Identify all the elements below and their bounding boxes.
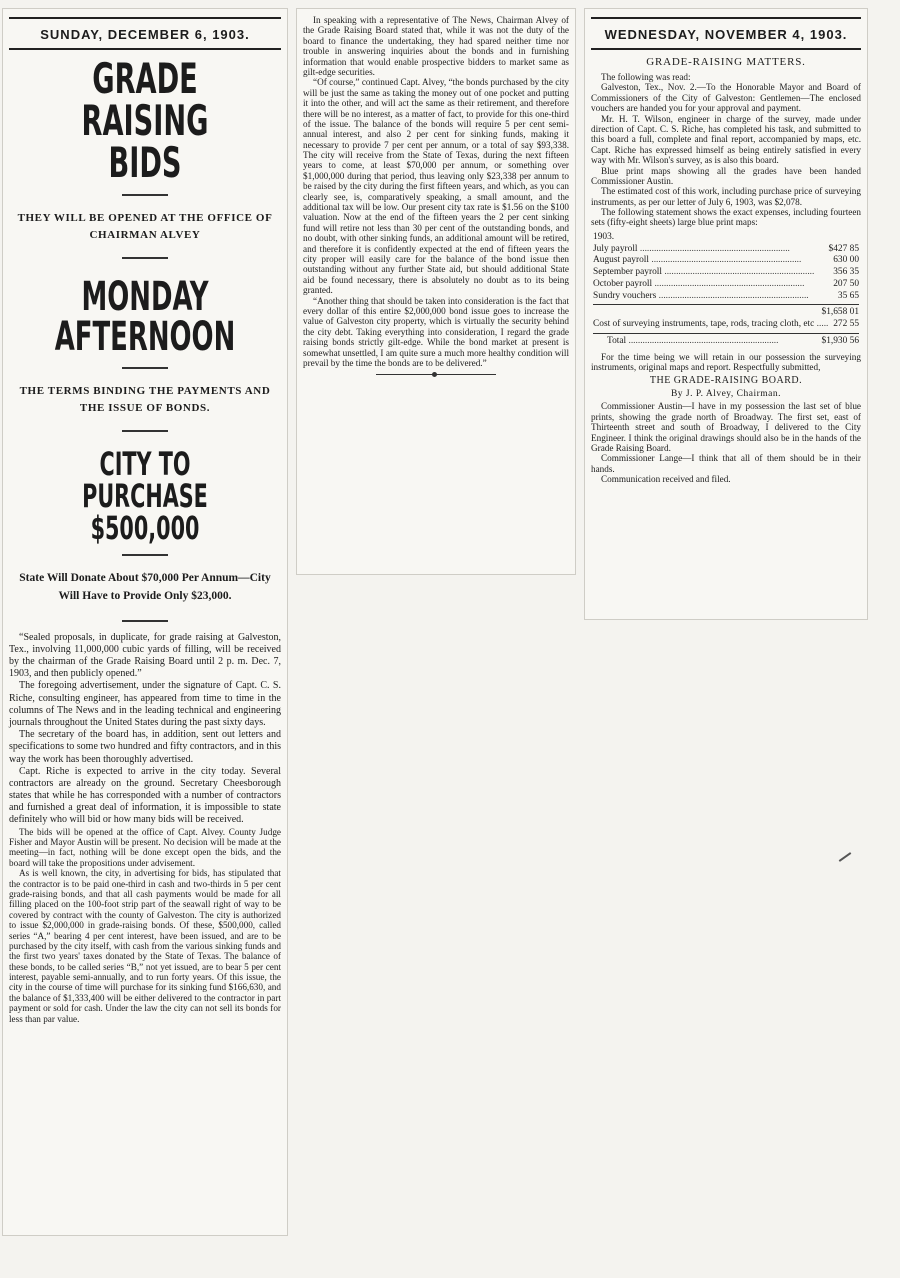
- clipping-november-4: [584, 8, 868, 620]
- paragraph: Mr. H. T. Wilson, engineer in charge of the survey, made under direction of Capt. C. S. Riche, has completed his task, and submitted to this board a full, complete and final report, accompanied by maps, etc. Capt. Riche has expressed himself as being entirely satisfied in every way with Mr. Wilson's survey, as is also this board.: [591, 113, 861, 166]
- paragraph: The following was read:: [601, 72, 691, 82]
- ledger-row: August payroll ..... 630 00: [593, 255, 859, 267]
- paragraph: The secretary of the board has, in addition, sent out letters and specifications to some two hundred and fifty contractors, and in this way the work has been thoroughly advertised.: [9, 729, 281, 765]
- subheading-terms-binding: THE TERMS BINDING THE PAYMENTS AND THE ISSUE OF BONDS.: [19, 385, 271, 414]
- paragraph: Blue print maps showing all the grades have been handed Commissioner Austin.: [591, 165, 861, 186]
- ledger-row: October payroll ..... 207 50: [593, 279, 859, 291]
- subheading-opened-at-office: THEY WILL BE OPENED AT THE OFFICE OF CHAIRMAN ALVEY: [17, 212, 273, 241]
- paragraph: Galveston, Tex., Nov. 2.—To the Honorable Mayor and Board of Commissioners of the City of Galveston: Gentlemen—The enclosed vouchers are handed you for your approval and payment.: [591, 82, 861, 114]
- article-body: [591, 72, 861, 228]
- headline-grade-raising-bids: GRADE RAISING BIDS: [81, 54, 209, 187]
- divider: [122, 620, 168, 622]
- ledger-total: Total ..... $1,930 56: [593, 333, 859, 348]
- paragraph: Capt. Riche is expected to arrive in the city today. Several contractors are already on the ground. Secretary Cheesborough states that while he has corresponded with a number of contractors and furnished a great deal of information, it is impossible to state definitely who will bid or how many bids will be received.: [9, 765, 281, 826]
- article-continuation: [303, 15, 569, 368]
- divider: [122, 430, 168, 432]
- divider: [122, 194, 168, 196]
- end-of-article-mark: [376, 374, 496, 375]
- clipping-continuation: [296, 8, 576, 575]
- subheading-state-will-donate: State Will Donate About $70,000 Per Annum—City Will Have to Provide Only $23,000.: [19, 572, 271, 602]
- article-title: GRADE-RAISING MATTERS.: [646, 56, 806, 68]
- paragraph: The estimated cost of this work, including purchase price of surveying instruments, as per our letter of July 6, 1903, was $2,078.: [591, 186, 861, 207]
- paragraph: In speaking with a representative of The News, Chairman Alvey of the Grade Raising Board stated that, while it was not the duty of the board to finance the undertaking, they had spared neither time nor trouble in answering inquiries about the bonds and in furnishing information that would enable prospective bidders to market same as gilt-edge securities.: [303, 15, 569, 77]
- headline-monday-afternoon: MONDAY AFTERNOON: [54, 274, 236, 360]
- paragraph: Commissioner Austin—I have in my possession the last set of blue prints, showing the grade north of Broadway. The first set, east of Thirteenth street and south of Broadway, I delivered to the City Engineer. I think the original drawings should also be in the hands of the Grade Raising Board.: [591, 401, 861, 453]
- paragraph: Commissioner Lange—I think that all of them should be in their hands.: [591, 453, 861, 474]
- divider: [122, 367, 168, 369]
- closing-text: [591, 352, 861, 373]
- divider: [122, 554, 168, 556]
- paragraph: The following statement shows the exact expenses, including fourteen sets (fifty-eight sheets) large blue print maps:: [591, 207, 861, 228]
- expense-ledger: [593, 232, 859, 348]
- paragraph: Communication received and filed.: [601, 474, 731, 485]
- paragraph: The foregoing advertisement, under the signature of Capt. C. S. Riche, consulting engineer, has appeared from time to time in the columns of The News and in the leading technical and engineering journals throughout the United States during the past sixty days.: [9, 680, 281, 728]
- ledger-year: 1903.: [593, 231, 615, 242]
- article-body-continued: [9, 827, 281, 1024]
- ledger-row-instruments: Cost of surveying instruments, tape, rods, tracing cloth, etc ..... 272 55: [593, 319, 859, 331]
- ledger-row: Sundry vouchers ..... 35 65: [593, 291, 859, 303]
- paragraph: “Of course,” continued Capt. Alvey, “the bonds purchased by the city will be just the same as taking the money out of one pocket and putting it into the other, and will act the same as their retirement, and therefore there will be no interest, as a matter of fact, to provide for this one-third of the issue. The balance of the bonds will require 5 per cent semi-annual interest, and also 2 per cent for sinking funds, making it necessary to provide 7 per cent per annum, or a total of say $93,338. The city will receive from the State of Texas, during the next fifteen years to come, at least $70,000 per annum, or something over $1,000,000 during that period, thus leaving only $23,338 per annum to be raised by the city during the first fifteen years, and which, as you can clearly see, is, comparatively speaking, a small amount, and the additional tax will be low. Our present city tax rate is $1.56 on the $100 valuation. Now at the end of the fifteen years the 2 per cent sinking fund will retire not less than 30 per cent of the outstanding bonds, and no doubt, with other sinking funds, an additional amount will be retired, and therefore it is confidently expected at the end of fifteen years the city proper will easily care for the balance of the bond issue then outstanding without any further State aid, but should additional State aid be found necessary, there is absolutely no doubt as to its being granted.: [303, 77, 569, 296]
- dateline: SUNDAY, DECEMBER 6, 1903.: [9, 17, 281, 50]
- signature-chairman: By J. P. Alvey, Chairman.: [670, 389, 782, 400]
- divider: [122, 257, 168, 259]
- paragraph: As is well known, the city, in advertising for bids, has stipulated that the contractor is to be paid one-third in cash and two-thirds in 5 per cent grade-raising bonds, and that all cash payments would be made for all filling placed on the 100-foot strip part of the seawall right of way to be covered by contract with the county of Galveston. The city is authorized to issue $2,000,000 in grade-raising bonds. Of these, $500,000, called series “A,” bearing 4 per cent interest, have been issued, and are to be purchased by the city itself, with cash from the various sinking funds and the first two years' taxes donated by the State of Texas. The balance of these bonds, to be called series “B,” not yet issued, are to bear 5 per cent interest, payable semi-annually, and to run forty years. Of this issue, the city in the course of time will purchase for its sinking fund $166,630, and the balance of $1,333,400 will be either delivered to the contractor in part payment or sold for cash. Under the law the city can not sell its bonds for less than par value.: [9, 868, 281, 1024]
- paragraph: “Sealed proposals, in duplicate, for grade raising at Galveston, Tex., involving 11,000,000 cubic yards of filling, will be received by the chairman of the Grade Raising Board until 2 p. m. Dec. 7, 1903, and then publicly opened.”: [9, 631, 281, 680]
- discussion-text: [591, 401, 861, 484]
- paragraph: The bids will be opened at the office of Capt. Alvey. County Judge Fisher and Mayor Austin will be present. No decision will be made at the meeting—in fact, nothing will be done except open the bids, and the board will take the propositions under advisement.: [9, 826, 281, 868]
- paragraph: For the time being we will retain in our possession the surveying instruments, original maps and report. Respectfully submitted,: [591, 351, 861, 372]
- ledger-subtotal: $1,658 01: [593, 304, 859, 319]
- ledger-row: September payroll ..... 356 35: [593, 267, 859, 279]
- paragraph: “Another thing that should be taken into consideration is the fact that every dollar of this entire $2,000,000 bond issue goes to increase the value of Galveston city property, which is virtually the security behind the city debt. Taking everything into consideration, I regard the grade raising bonds strictly gilt-edge. While the bond market at present is somewhat unsettled, I am quite sure a much more healthy condition will prevail by the time the bonds are to be delivered.”: [303, 295, 569, 368]
- ledger-row: July payroll ..... $427 85: [593, 244, 859, 256]
- signature-board: THE GRADE-RAISING BOARD.: [649, 375, 803, 387]
- dateline: WEDNESDAY, NOVEMBER 4, 1903.: [591, 17, 861, 50]
- clipping-december-6: [2, 8, 288, 1236]
- headline-city-to-purchase: CITY TO PURCHASE $500,000: [82, 445, 208, 547]
- article-body: [9, 632, 281, 827]
- pencil-mark: [839, 852, 852, 862]
